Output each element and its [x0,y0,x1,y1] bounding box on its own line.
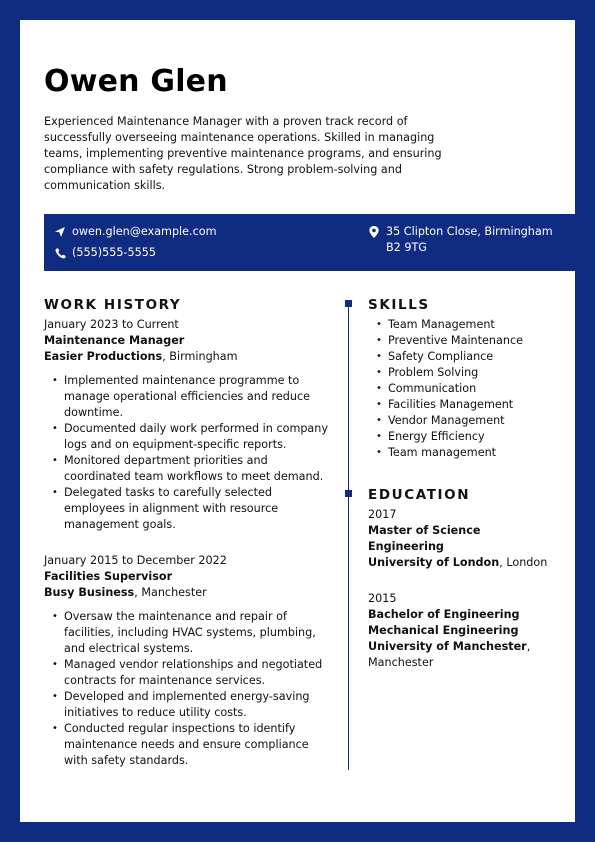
education-field: Mechanical Engineering [368,624,519,637]
contact-bar [44,214,575,271]
contact-email[interactable] [54,224,217,240]
skill-item: • Problem Solving [368,365,568,381]
job-company: Easier Productions [44,350,163,363]
skills-heading: SKILLS [368,297,430,313]
list-item: • Oversaw the maintenance and repair of facilities, including HVAC systems, plumbing, and electrical systems. [44,609,334,657]
address-line-1: 35 Clipton Close, Birmingham [386,225,553,238]
skill-item: • Team Management [368,317,568,333]
job-location: , Birmingham [162,350,238,363]
job-entry [44,317,334,533]
education-degree: Bachelor of Engineering [368,608,520,621]
list-item: • Implemented maintenance programme to manage operational efficiencies and reduce downtime. [44,373,334,421]
job-dates: January 2023 to Current [44,318,179,331]
education-institution [368,639,568,655]
phone-text: (555)555-5555 [72,246,156,259]
education-location: , London [499,556,548,569]
education-entry [368,591,568,671]
skill-item: • Vendor Management [368,413,568,429]
skill-item: • Communication [368,381,568,397]
job-entry [44,553,334,769]
education-school: University of Manchester [368,640,527,653]
job-bullets [44,373,334,533]
education-heading: EDUCATION [368,487,471,503]
list-item: • Documented daily work performed in company logs and on equipment-specific reports. [44,421,334,453]
education-year: 2015 [368,592,397,605]
job-bullets [44,609,334,769]
skill-item: • Preventive Maintenance [368,333,568,349]
education-degree: Master of Science [368,524,481,537]
candidate-name: Owen Glen [44,64,228,99]
education-field: Engineering [368,540,444,553]
profile-summary: Experienced Maintenance Manager with a proven track record of successfully overseeing maintenance operations. Skilled in managing teams, implementing preventive maintenance programs, and ensuring compliance with safety regulations. Strong problem-solving and communication skills. [44,115,442,192]
contact-phone[interactable] [54,245,156,261]
education-school: University of London [368,556,500,569]
skill-item: • Safety Compliance [368,349,568,365]
address-text [386,224,553,256]
location-pin-icon [368,224,380,240]
job-role: Maintenance Manager [44,334,185,347]
education-location: , [526,640,531,653]
send-icon [54,224,66,240]
list-item: • Delegated tasks to carefully selected employees in alignment with resource management goals. [44,485,334,533]
job-employer [44,349,334,365]
education-marker [345,490,352,497]
job-dates: January 2015 to December 2022 [44,554,227,567]
job-role: Facilities Supervisor [44,570,173,583]
list-item: • Monitored department priorities and coordinated team workflows to meet demand. [44,453,334,485]
list-item: • Managed vendor relationships and negotiated contracts for maintenance services. [44,657,334,689]
education-institution [368,555,568,571]
list-item: • Conducted regular inspections to identify maintenance needs and ensure compliance with safety standards. [44,721,334,769]
phone-icon [54,245,66,261]
skill-item: • Facilities Management [368,397,568,413]
column-divider [348,304,349,770]
contact-address [368,224,553,256]
resume-page [20,20,575,822]
address-line-2: B2 9TG [386,241,427,254]
education-entry [368,507,568,571]
skill-item: • Energy Efficiency [368,429,568,445]
skills-list [368,317,568,461]
list-item: • Developed and implemented energy-saving initiatives to reduce utility costs. [44,689,334,721]
skills-marker [345,300,352,307]
job-location: , Manchester [134,586,207,599]
email-text: owen.glen@example.com [72,225,217,238]
work-history-heading: WORK HISTORY [44,297,182,313]
skill-item: • Team management [368,445,568,461]
education-year: 2017 [368,508,397,521]
job-employer [44,585,334,601]
education-location-line-2: Manchester [368,656,434,669]
job-company: Busy Business [44,586,135,599]
